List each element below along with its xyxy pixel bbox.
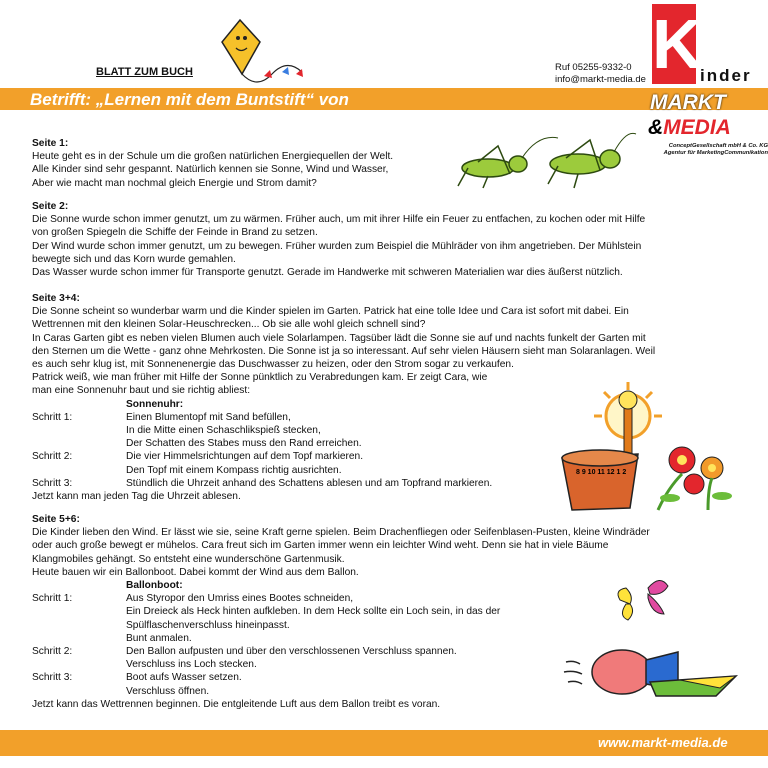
section-seite-1 (32, 137, 393, 190)
step-row (32, 685, 650, 698)
section-heading: Seite 5+6: (32, 514, 80, 525)
step-label (32, 685, 126, 698)
step-text: Bunt anmalen. (126, 632, 192, 644)
logo-amp: & (648, 116, 664, 139)
step-text: Die vier Himmelsrichtungen auf dem Topf markieren. (126, 451, 364, 463)
section-heading: Seite 2: (32, 201, 69, 212)
step-text: Einen Blumentopf mit Sand befüllen, (126, 411, 291, 423)
butterfly-illustration (612, 574, 672, 634)
section-heading: Seite 3+4: (32, 293, 80, 304)
text-line: Heute geht es in der Schule um die großen natürlichen Energiequellen der Welt. (32, 151, 394, 163)
text-line: Aber wie macht man nochmal gleich Energie und Strom damit? (32, 177, 317, 189)
logo-markt: MARKT (650, 91, 726, 114)
text-line: In Caras Garten gibt es neben vielen Blumen auch viele Solarlampen. Tagsüber lädt die Sonne sie auf und nachts funkelt der Garten mit (32, 332, 646, 344)
logo-inder: inder (700, 66, 752, 85)
step-text: Stündlich die Uhrzeit anhand des Schattens ablesen und am Topfrand markieren. (126, 477, 493, 489)
text-line: Heute bauen wir ein Ballonboot. Dabei kommt der Wind aus dem Ballon. (32, 566, 359, 578)
step-label: Schritt 1: (32, 411, 73, 423)
step-row (32, 645, 650, 658)
text-line: Klangmobiles gehängt. So entsteht eine wunderschöne Gartenmusik. (32, 553, 345, 565)
step-row (32, 671, 650, 684)
kite-illustration (212, 12, 322, 92)
step-text: Aus Styropor den Umriss eines Bootes schneiden, (126, 593, 354, 605)
text-line: Der Wind wurde schon immer genutzt, um zu bewegen. Früher wurden zum Beispiel die Mühlräder von ihm angetrieben. Der Mühlstein (32, 240, 642, 252)
step-label (32, 424, 126, 437)
footer-url[interactable]: www.markt-media.de (598, 735, 728, 750)
step-row (32, 592, 650, 605)
section-seite-5-6 (32, 513, 650, 711)
text-line: bewegte sich und das Korn wurde gemahlen. (32, 253, 236, 265)
text-line: Die Sonne wurde schon immer genutzt, um zu wärmen. Früher auch, um mit ihrer Hilfe ein Feuer zu entfachen, zu kochen oder mit Hilfe (32, 214, 646, 226)
step-text: Verschluss öffnen. (126, 685, 210, 697)
text-line: Das Wasser wurde schon immer für Transporte genutzt. Gerade im Handwerke mit schweren Materialien war dies äußerst nützlich. (32, 267, 623, 279)
step-label: Schritt 2: (32, 451, 73, 463)
text-line: Die Sonne scheint so wunderbar warm und die Kinder spielen im Garten. Patrick hat eine tolle Idee und Cara ist sofort mit dabei. Ein (32, 306, 629, 318)
pot-numbers: 8 9 10 11 12 1 2 (576, 469, 627, 476)
text-line: Wettrennen mit den kleinen Solar-Heuschrecken... Ob sie alle wohl gleich schnell sind? (32, 319, 426, 331)
step-label (32, 464, 126, 477)
logo-media (648, 116, 731, 140)
text-line: Patrick weiß, wie man früher mit Hilfe der Sonne pünktlich zu Verabredungen kam. Er zeigt Cara, wie (32, 372, 488, 384)
text-line: von großen Spiegeln die Schiffe der Feinde in Brand zu setzen. (32, 227, 318, 239)
step-text: In die Mitte einen Schaschlikspieß stecken, (126, 425, 321, 437)
logo-subtitle-line: ConceptGesellschaft mbH & Co. KG (668, 143, 768, 149)
step-text: Der Schatten des Stabes muss den Rand erreichen. (126, 438, 362, 450)
sundial-illustration (558, 378, 738, 513)
subheading: Sonnenuhr: (126, 398, 184, 410)
section-heading: Seite 1: (32, 138, 69, 149)
step-text: Spülflaschenverschluss hineinpasst. (126, 619, 290, 631)
subheading: Ballonboot: (126, 580, 183, 592)
step-row (32, 658, 650, 671)
grasshopper-illustration (438, 126, 638, 196)
step-label: Schritt 3: (32, 477, 73, 489)
step-label: Schritt 2: (32, 646, 73, 658)
text-line: Alle Kinder sind sehr gespannt. Natürlich kennen sie Sonne, Wind und Wasser, (32, 164, 389, 176)
logo-subtitle (630, 143, 768, 157)
logo-k: K (652, 5, 703, 83)
step-text: Verschluss ins Loch stecken. (126, 659, 257, 671)
phone-text: Ruf 05255-9332-0 (555, 62, 632, 73)
sheet-label: BLATT ZUM BUCH (96, 66, 193, 78)
step-text: Den Topf mit einem Kompass richtig ausrichten. (126, 464, 342, 476)
step-label: Schritt 1: (32, 593, 73, 605)
text-line: Jetzt kann man jeden Tag die Uhrzeit ablesen. (32, 491, 241, 503)
step-label (32, 658, 126, 671)
balloon-boat-illustration (560, 640, 750, 700)
email-text: info@markt-media.de (555, 74, 646, 85)
step-row (32, 632, 650, 645)
text-line: es auch sehr klug ist, mit Sonnenenergie das Duschwasser zu heizen, oder den Strom sogar zu verkaufen. (32, 359, 514, 371)
step-text: Den Ballon aufpusten und über den verschlossenen Verschluss spannen. (126, 646, 457, 658)
step-label (32, 437, 126, 450)
step-label (32, 619, 126, 632)
text-line: Die Kinder lieben den Wind. Er lässt wie sie, seine Kraft gerne spielen. Beim Drachenfliegen oder Seifenblasen-Pusten, kleine Windräder (32, 527, 650, 539)
step-label (32, 632, 126, 645)
step-text: Boot aufs Wasser setzen. (126, 672, 242, 684)
logo-subtitle-line: Agentur für MarketingCommunikation (663, 150, 768, 156)
section-seite-2 (32, 200, 645, 279)
step-text: Ein Dreieck als Heck hinten aufkleben. In dem Heck sollte ein Loch sein, in das der (126, 606, 501, 618)
step-row (32, 619, 650, 632)
logo-media-word: MEDIA (663, 116, 731, 139)
step-row (32, 605, 650, 618)
text-line: Jetzt kann das Wettrennen beginnen. Die entgleitende Luft aus dem Ballon treibt es voran. (32, 698, 441, 710)
step-label (32, 605, 126, 618)
text-line: oder auch große bewegt er mühelos. Cara freut sich im Garten immer wenn ein leichter Wind weht. Denn sie hat in viele Bäume (32, 540, 609, 552)
page-title: Betrifft: „Lernen mit dem Buntstift“ von (30, 90, 349, 109)
text-line: den Sternen um die Wette - ganz ohne Mehrkosten. Die Sonne ist ja so interessant. Auf sehr vielen Häusern sieht man Solaranlagen. Weil (32, 345, 656, 357)
contact-info (555, 62, 646, 86)
step-label: Schritt 3: (32, 672, 73, 684)
text-line: man eine Sonnenuhr baut und sie richtig abliest: (32, 385, 251, 397)
